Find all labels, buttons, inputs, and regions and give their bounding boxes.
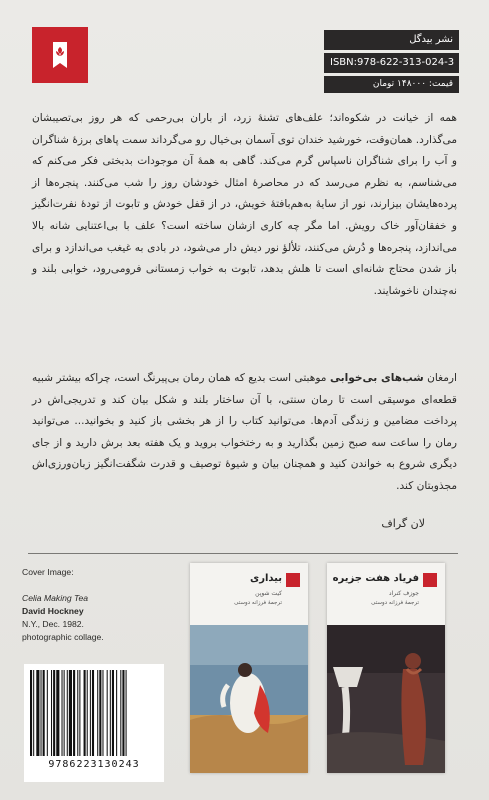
book-publisher-logo bbox=[423, 573, 437, 587]
barcode-bar bbox=[126, 670, 127, 756]
barcode-bar bbox=[41, 670, 42, 756]
barcode-bar bbox=[47, 670, 48, 756]
book-publisher-logo bbox=[286, 573, 300, 587]
related-book-2 bbox=[327, 563, 445, 773]
book-title: بیداری bbox=[250, 573, 282, 584]
barcode-bar bbox=[56, 670, 59, 756]
barcode-number: 9786223130243 bbox=[48, 759, 140, 770]
barcode-bar bbox=[36, 670, 39, 756]
barcode-bar bbox=[90, 670, 91, 756]
barcode-bar bbox=[64, 670, 65, 756]
blurb-paragraph-2 bbox=[32, 368, 457, 498]
barcode-bar bbox=[92, 670, 94, 756]
barcode-bar bbox=[53, 670, 55, 756]
barcode-bar bbox=[84, 670, 86, 756]
barcode-bar bbox=[97, 670, 98, 756]
barcode-bar bbox=[122, 670, 124, 756]
book-translator: ترجمهٔ فرزانه دوستی bbox=[371, 600, 419, 606]
book-cover-art bbox=[190, 625, 308, 773]
book-title: فریاد هفت جزیره bbox=[332, 573, 419, 584]
barcode-bar bbox=[102, 670, 103, 756]
barcode-bar bbox=[87, 670, 88, 756]
blurb-rest: موهبتی است بدیع که همان رمان بی‌پیرنگ است، چراکه بیشتر شبیه قطعه‌ای موسیقی است تا رمان سنتی، با آن ساختار بلند و شکل بیان کند و تدریجی‌اش در پرداخت مضامین و زندگی آدم‌ها. می‌توانید کتاب را از هر بخشی باز کنید و بخوانید... می‌توانید رمان را ساعت سه صبح زمین بگذارید و به رختخواب بروید و یک هفته بعد برش دارید و از جای دیگری شروع به خواندن کنید و همچنان بیان و شیوهٔ توصیف و قدرت شگفت‌انگیز زبان‌ورزی‌اش مجذوبتان کند. bbox=[32, 372, 457, 492]
barcode-bar bbox=[33, 670, 34, 756]
cover-image-credit bbox=[22, 566, 162, 644]
cover-label: Cover Image: bbox=[22, 567, 74, 577]
barcode-bar bbox=[51, 670, 52, 756]
artwork-place-date: N.Y., Dec. 1982. bbox=[22, 619, 84, 629]
barcode-bar bbox=[110, 670, 111, 756]
artwork-medium: photographic collage. bbox=[22, 632, 104, 642]
barcode-bar bbox=[120, 670, 121, 756]
section-divider bbox=[28, 553, 458, 554]
barcode-bar bbox=[77, 670, 78, 756]
book-author: کیت شوپن bbox=[255, 590, 282, 597]
publisher-name: نشر بیدگل bbox=[324, 30, 459, 50]
bookmark-flower-icon bbox=[43, 38, 77, 72]
barcode-bar bbox=[79, 670, 80, 756]
barcode-bar bbox=[30, 670, 32, 756]
barcode-bar bbox=[112, 670, 114, 756]
book-cover-art bbox=[327, 625, 445, 773]
publisher-logo bbox=[32, 27, 88, 83]
book-author: جوزف کنراد bbox=[388, 590, 419, 597]
barcode-bar bbox=[62, 670, 63, 756]
isbn-label: ISBN:978-622-313-024-3 bbox=[324, 53, 459, 73]
artwork-title: Celia Making Tea bbox=[22, 593, 89, 603]
artwork-artist: David Hockney bbox=[22, 606, 84, 616]
barcode-bar bbox=[43, 670, 45, 756]
related-book-1 bbox=[190, 563, 308, 773]
barcode-bar bbox=[116, 670, 117, 756]
blurb-signature: لان گراف bbox=[381, 517, 425, 530]
barcode-bar bbox=[73, 670, 75, 756]
publisher-info bbox=[324, 30, 459, 96]
barcode-bar bbox=[69, 670, 72, 756]
price-label: قیمت: ۱۴۸۰۰۰ تومان bbox=[324, 76, 459, 93]
barcode-bars bbox=[30, 670, 158, 756]
book-title-highlight: شب‌های بی‌خوابی bbox=[329, 372, 424, 384]
barcode-bar bbox=[107, 670, 108, 756]
barcode-bar bbox=[67, 670, 68, 756]
barcode-bar bbox=[99, 670, 101, 756]
blurb-lead: ارمغان bbox=[427, 372, 457, 384]
isbn-barcode bbox=[24, 664, 164, 782]
blurb-paragraph-1: همه از خیانت در شکوه‌اند؛ علف‌های تشنهٔ زرد، از باران بی‌رحمی که هر روز بی‌تصیبشان می‌گذارد. همان‌وقت، خورشید خندان توی آسمان بی‌خیال رو می‌گرداند سمت پاهای برزهٔ شناگران و آب را برای شناگران ناسپاس گرم می‌کند. گاهی به همهٔ آن موجودات بدبختی فکر می‌کنم که می‌شناسم، به نظرم می‌رسد که در محاصرهٔ امثال خودشان روز را شب می‌کنند. پنجره‌ها از پرده‌هایشان بیزارند، نور از سایهٔ به‌هم‌بافتهٔ خویش، در از قفل خودش و تابوت از تودهٔ نفرت‌انگیز و خفقان‌آور خاک رویش. اما مگر چه کاری ازشان ساخته است؟ علف با بی‌اعتنایی شانه بالا می‌اندازد، پنجره‌ها و دُرش می‌کنند، تلألؤ نور دیش دار می‌شود، در بادی به غیغب می‌اندازد و برای باز شدن محتاج شانه‌ای است تا هلش بدهد، تابوت به خواب زمستانی فرومی‌رود، خوابی بلند و نه‌چندان ناخوشایند. bbox=[32, 112, 457, 297]
book-translator: ترجمهٔ فرزانه دوستی bbox=[234, 600, 282, 606]
